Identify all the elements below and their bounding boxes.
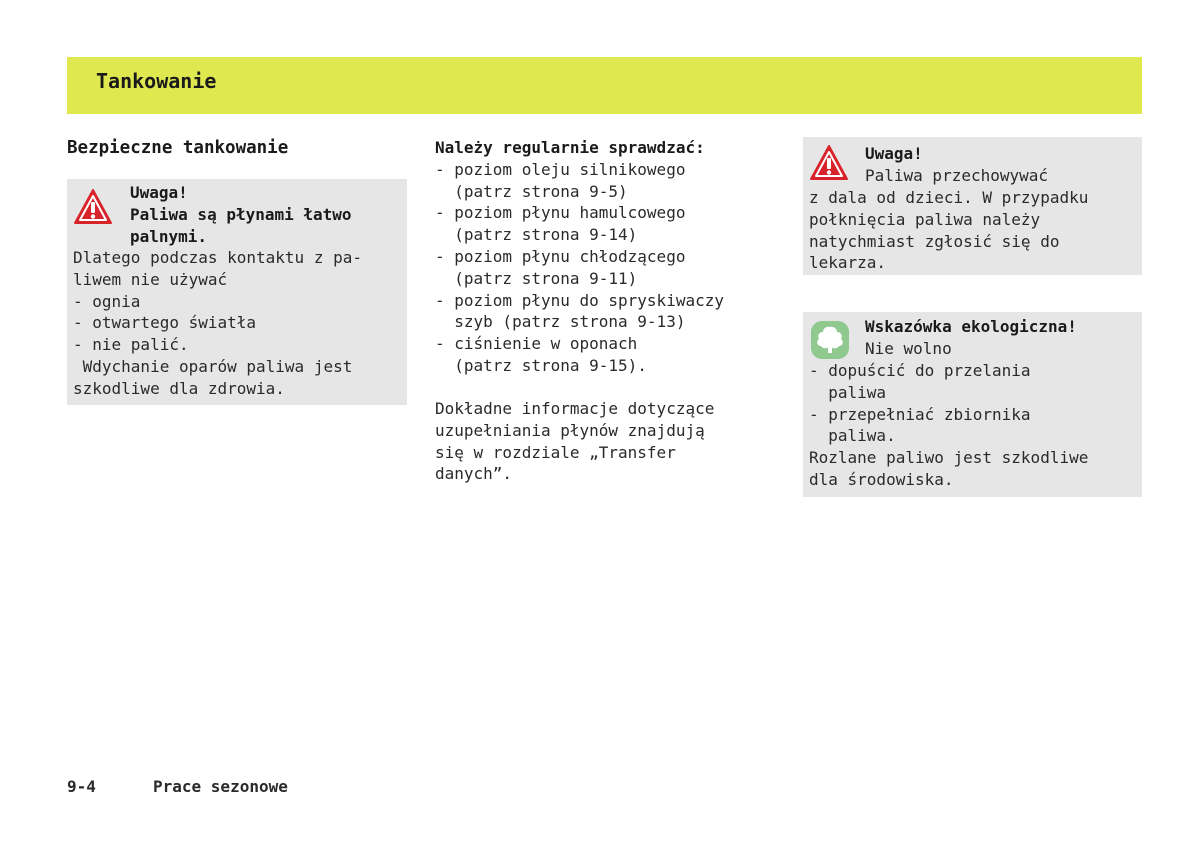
checklist-line: - poziom oleju silnikowego bbox=[435, 159, 686, 179]
page-number: 9-4 bbox=[67, 777, 96, 796]
checklist-line: (patrz strona 9-5) bbox=[435, 181, 628, 201]
checklist-heading: Należy regularnie sprawdzać: bbox=[435, 138, 705, 157]
checklist-line: (patrz strona 9-15). bbox=[435, 355, 647, 375]
eco-tip-line: - dopuścić do przelania bbox=[809, 361, 1031, 380]
warning-body-line: Dlatego podczas kontaktu z pa- bbox=[73, 248, 362, 267]
info-line: uzupełniania płynów znajdują bbox=[435, 420, 705, 440]
checklist-line: - poziom płynu do spryskiwaczy bbox=[435, 290, 724, 310]
warning-subtitle-line: Paliwa są płynami łatwo bbox=[130, 204, 352, 224]
checklist-line: szyb (patrz strona 9-13) bbox=[435, 312, 686, 332]
warning-title: Uwaga! bbox=[865, 144, 923, 163]
checklist-line: - ciśnienie w oponach bbox=[435, 334, 638, 354]
chapter-title: Prace sezonowe bbox=[153, 777, 288, 796]
warning-body-line: Paliwa przechowywać bbox=[865, 165, 1049, 185]
warning-box-left bbox=[67, 179, 407, 405]
warning-triangle-icon bbox=[809, 143, 849, 183]
warning-body-line: połknięcia paliwa należy bbox=[809, 209, 1041, 229]
eco-tip-line: Rozlane paliwo jest szkodliwe bbox=[809, 448, 1089, 468]
checklist-line: (patrz strona 9-14) bbox=[435, 225, 638, 245]
checklist-section bbox=[435, 137, 724, 377]
warning-body-line: lekarza. bbox=[809, 253, 887, 273]
info-line: Dokładne informacje dotyczące bbox=[435, 399, 715, 418]
checklist-line: - poziom płynu chłodzącego bbox=[435, 246, 686, 266]
eco-tip-line: - przepełniać zbiornika bbox=[809, 404, 1031, 424]
page-title: Tankowanie bbox=[96, 69, 217, 93]
warning-body-line: - ognia bbox=[73, 291, 141, 311]
eco-tip-line: paliwa bbox=[809, 382, 887, 402]
warning-title: Uwaga! bbox=[130, 183, 188, 202]
eco-tip-line: dla środowiska. bbox=[809, 469, 954, 489]
warning-body-line: - nie palić. bbox=[73, 335, 189, 355]
info-line: danych”. bbox=[435, 464, 513, 484]
info-line: się w rozdziale „Transfer bbox=[435, 442, 676, 462]
warning-triangle-icon bbox=[73, 187, 113, 227]
warning-body-line: szkodliwe dla zdrowia. bbox=[73, 378, 285, 398]
header-bar bbox=[67, 57, 1142, 114]
warning-body-line: natychmiast zgłosić się do bbox=[809, 231, 1060, 251]
eco-tip-line: paliwa. bbox=[809, 426, 896, 446]
eco-tip-title: Wskazówka ekologiczna! bbox=[865, 317, 1077, 336]
warning-body-line: - otwartego światła bbox=[73, 313, 257, 333]
checklist-line: - poziom płynu hamulcowego bbox=[435, 203, 686, 223]
eco-tree-icon bbox=[810, 320, 850, 360]
info-paragraph bbox=[435, 398, 714, 485]
warning-subtitle-line: palnymi. bbox=[130, 226, 208, 246]
warning-body-line: z dala od dzieci. W przypadku bbox=[809, 188, 1089, 207]
eco-tip-box bbox=[803, 312, 1142, 497]
warning-box-right bbox=[803, 137, 1142, 275]
warning-body-line: liwem nie używać bbox=[73, 269, 228, 289]
section-heading-safe-refueling: Bezpieczne tankowanie bbox=[67, 138, 289, 158]
warning-body-line: Wdychanie oparów paliwa jest bbox=[73, 356, 353, 376]
checklist-line: (patrz strona 9-11) bbox=[435, 268, 638, 288]
eco-tip-line: Nie wolno bbox=[865, 338, 952, 358]
